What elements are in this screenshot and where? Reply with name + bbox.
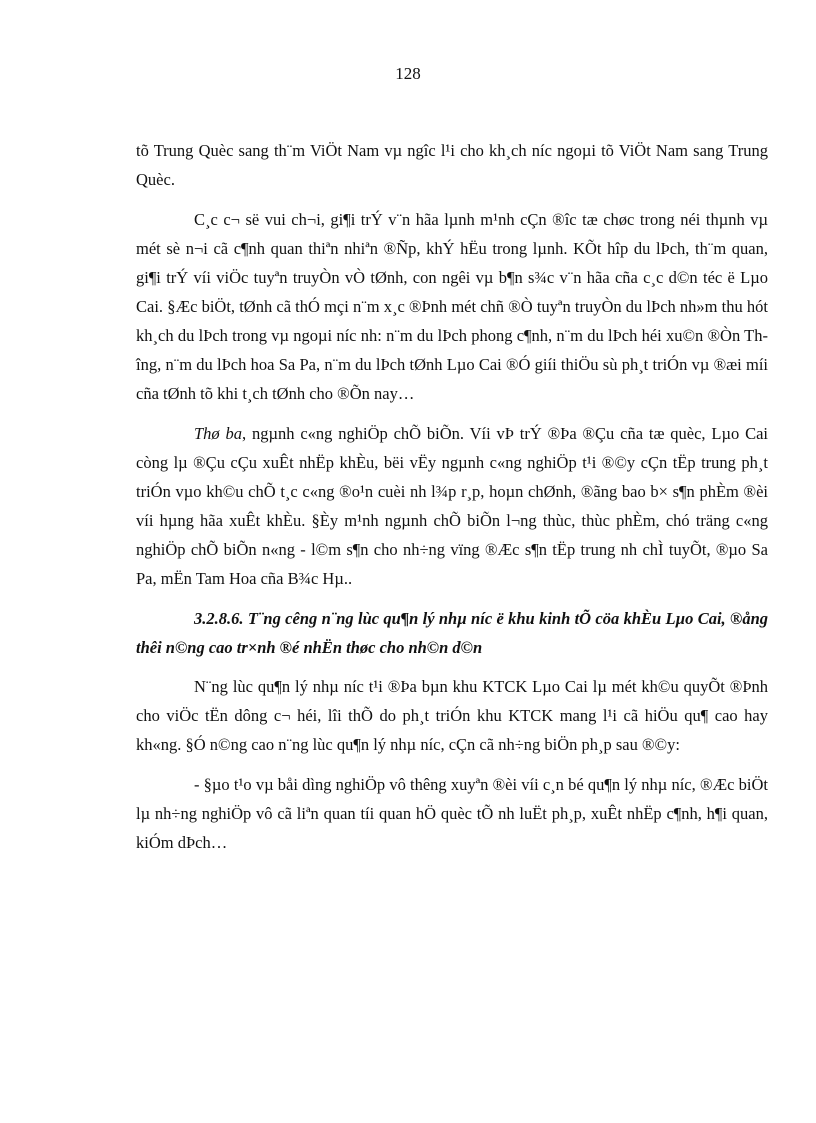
section-heading: 3.2.8.6. T¨ng cêng n¨ng lùc qu¶n lý nhµ níc ë khu kinh tÕ cöa khÈu Lµo Cai, ®ång thêi n©ng cao tr×nh ®é nhËn thøc cho nh©n d©n [136,609,768,657]
paragraph-lead: Thø ba [194,424,243,443]
page-number: 128 [395,64,421,83]
body-text [136,136,768,868]
paragraph-training-bullet: - §µo t¹o vµ båi dìng nghiÖp vô thêng xuyªn ®èi víi c¸n bé qu¶n lý nhµ níc, ®Æc biÖt lµ nh÷ng nghiÖp vô cã liªn quan tíi quan hÖ quèc tÕ nh luËt ph¸p, xuÊt nhËp c¶nh, h¶i quan, kiÓm dÞch… [136,775,768,852]
paragraph-management-capacity: N¨ng lùc qu¶n lý nhµ níc t¹i ®Þa bµn khu KTCK Lµo Cai lµ mét kh©u quyÕt ®Þnh cho viÖc tËn dông c¬ héi, lîi thÕ do ph¸t triÓn khu KTCK mang l¹i cã hiÖu qu¶ cao hay kh«ng. §Ó n©ng cao n¨ng lùc qu¶n lý nhµ níc, cÇn cã nh÷ng biÖn ph¸p sau ®©y: [136,677,768,754]
paragraph-processing-industry [136,419,768,593]
paragraph-entertainment: C¸c c¬ së vui ch¬i, gi¶i trÝ v¨n hãa lµnh m¹nh cÇn ®îc tæ chøc trong néi thµnh vµ mét sè n¬i cã c¶nh quan thiªn nhiªn ®Ñp, khÝ hËu trong lµnh. KÕt hîp du lÞch, th¨m quan, gi¶i trÝ víi viÖc tuyªn truyÒn vÒ tØnh, con ngêi vµ b¶n s¾c v¨n hãa cña c¸c d©n téc ë Lµo Cai. §Æc biÖt, tØnh cã thÓ mçi n¨m x¸c ®Þnh mét chñ ®Ò tuyªn truyÒn du lÞch nh»m thu hót kh¸ch du lÞch trong vµ ngoµi níc nh: n¨m du lÞch phong c¶nh, n¨m du lÞch héi xu©n ®Òn Thîng, n¨m du lÞch hoa Sa Pa, n¨m du lÞch tØnh Lµo Cai ®Ó giíi thiÖu sù ph¸t triÓn vµ ®æi míi cña tØnh tõ khi t¸ch tØnh cho ®Õn nay… [136,210,768,403]
paragraph-continuation: tõ Trung Quèc sang th¨m ViÖt Nam vµ ngîc l¹i cho kh¸ch níc ngoµi tõ ViÖt Nam sang Trung Quèc. [136,141,768,189]
paragraph-body: , ngµnh c«ng nghiÖp chÕ biÕn. Víi vÞ trÝ ®Þa ®Çu cña tæ quèc, Lµo Cai còng lµ ®Çu cÇu xuÊt nhËp khÈu, bëi vËy ngµnh c«ng nghiÖp t¹i ®©y cÇn tËp trung ph¸t triÓn vµo kh©u chÕ t¸c c«ng ®o¹n cuèi nh l¾p r¸p, hoµn chØnh, ®ãng bao b× s¶n phÈm ®èi víi hµng hãa xuÊt khÈu. §Èy m¹nh ngµnh chÕ biÕn l¬ng thùc, thùc phÈm, chó träng c«ng nghiÖp chÕ biÕn n«ng - l©m s¶n cho nh÷ng vïng ®Æc s¶n tËp trung nh chÌ tuyÕt, ®µo Sa Pa, mËn Tam Hoa cña B¾c Hµ.. [136,424,768,588]
